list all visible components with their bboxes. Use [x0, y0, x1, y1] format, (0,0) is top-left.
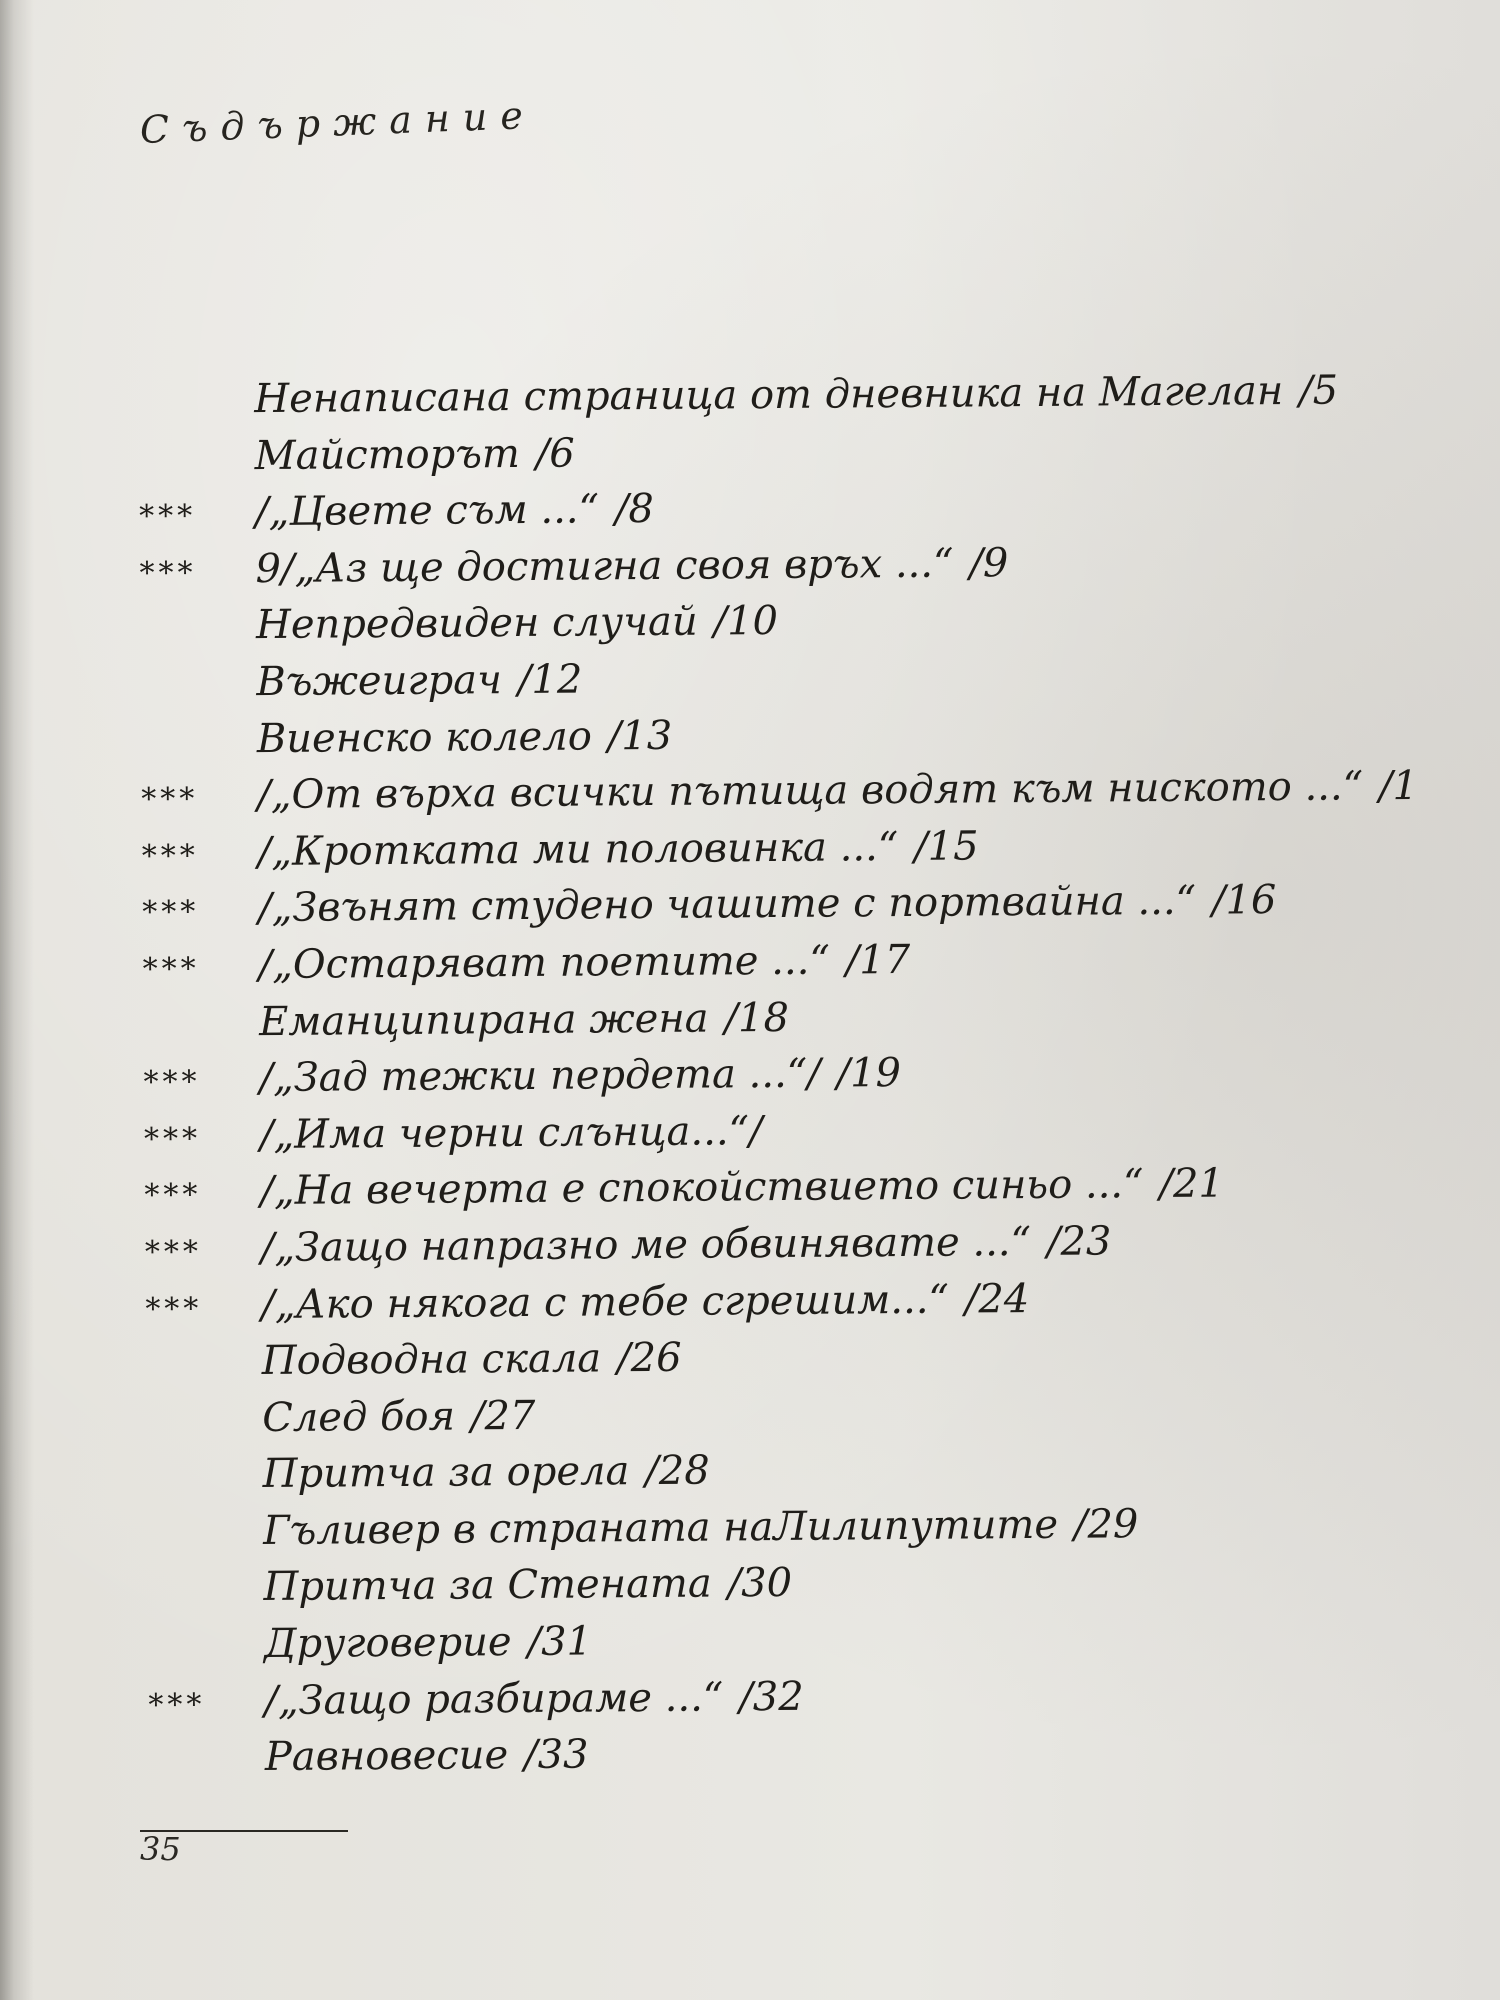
toc-entry-title: /„На вечерта е спокойствието синьо ...“ — [260, 1161, 1144, 1215]
page-number: 35 — [140, 1830, 181, 1868]
toc-entry-mark: *** — [141, 781, 199, 818]
toc-entry-page: /29 — [1073, 1501, 1139, 1548]
toc-entry-title: /„Защо разбираме ...“ — [264, 1674, 724, 1724]
toc-entry — [140, 645, 1417, 712]
toc-entry-page: /15 — [914, 823, 979, 870]
toc-entry-page: /16 — [1211, 877, 1277, 924]
toc-entry-page: /13 — [607, 712, 673, 759]
toc-entry-page: /18 — [724, 994, 790, 1041]
toc-entry — [145, 1267, 1422, 1334]
toc-entry-page: /8 — [614, 486, 655, 533]
toc-entry-title: Непредвиден случай — [255, 598, 698, 649]
toc-entry-page: /12 — [517, 656, 583, 703]
toc-entry-page: /33 — [523, 1731, 589, 1779]
toc-entry-page: /9 — [969, 539, 1009, 587]
toc-entry-title: /„Звънят студено чашите с портвайна ...“ — [258, 878, 1197, 932]
toc-entry-title: /„Ако някога с тебе сгрешим...“ — [261, 1276, 950, 1328]
toc-entry-title: Друговерие — [263, 1619, 512, 1668]
toc-entry — [138, 419, 1415, 486]
toc-entry-mark — [148, 1657, 264, 1658]
toc-entry-mark: *** — [143, 1064, 201, 1101]
toc-entry-mark — [141, 695, 257, 696]
toc-entry — [145, 1211, 1422, 1278]
toc-entry-mark: *** — [141, 838, 199, 874]
toc-entry-mark — [147, 1544, 263, 1545]
toc-entry-page: /17 — [845, 936, 911, 984]
toc-entry — [146, 1381, 1423, 1448]
toc-entry — [143, 984, 1420, 1051]
toc-entry-mark: *** — [144, 1234, 203, 1270]
table-of-contents — [138, 362, 1426, 1787]
toc-entry — [148, 1664, 1425, 1731]
toc-entry — [140, 588, 1417, 655]
toc-entry-page: /6 — [535, 430, 575, 477]
toc-entry — [147, 1494, 1424, 1561]
toc-entry-page: /31 — [527, 1618, 593, 1666]
toc-entry-title: /„Защо напразно ме обвинявате ...“ — [260, 1218, 1032, 1271]
toc-entry-title: Виенско колело — [256, 713, 592, 762]
toc-entry — [141, 702, 1418, 769]
toc-entry-page: /24 — [964, 1275, 1030, 1323]
toc-entry-mark — [141, 752, 257, 753]
toc-entry — [147, 1550, 1424, 1617]
toc-entry-title: Гъливер в страната наЛилипутите — [262, 1501, 1059, 1554]
toc-entry-mark — [138, 412, 254, 413]
toc-entry-page: /21 — [1159, 1160, 1225, 1208]
toc-entry-page: /23 — [1046, 1218, 1112, 1265]
toc-entry-page: /26 — [616, 1334, 682, 1382]
page-title: Съдържание — [139, 92, 537, 152]
toc-entry-title: Притча за орела — [262, 1448, 630, 1498]
toc-entry-page: /30 — [727, 1560, 793, 1607]
toc-entry — [146, 1437, 1423, 1504]
toc-entry — [144, 1098, 1421, 1165]
toc-entry-title: Въжеиграч — [256, 657, 503, 706]
toc-entry-title: /„Остаряват поетите ...“ — [258, 937, 830, 989]
toc-entry-mark — [146, 1431, 262, 1432]
toc-entry-mark: *** — [143, 1121, 202, 1157]
toc-entry-mark: *** — [139, 555, 197, 591]
toc-entry-page: /10 — [713, 598, 779, 645]
toc-entry-title: След боя — [262, 1393, 456, 1441]
toc-entry — [142, 815, 1419, 882]
toc-entry-title: /„Кротката ми половинка ...“ — [257, 823, 899, 875]
toc-entry-page: /28 — [645, 1447, 710, 1495]
toc-entry-title: Равновесие — [264, 1732, 509, 1781]
toc-entry-mark — [146, 1374, 262, 1375]
toc-entry-mark: *** — [145, 1291, 203, 1327]
toc-entry-mark — [149, 1770, 265, 1771]
toc-entry-mark: *** — [144, 1177, 202, 1214]
toc-entry-page: /19 — [836, 1050, 902, 1097]
toc-entry — [142, 871, 1419, 938]
toc-entry — [144, 1154, 1421, 1221]
toc-entry-title: /„Цвете съм ...“ — [254, 486, 600, 536]
toc-entry-page: /1 — [1378, 763, 1419, 810]
toc-entry-title: Притча за Стената — [263, 1561, 712, 1611]
toc-entry-mark: *** — [138, 498, 197, 535]
toc-entry-title: /„Зад тежки пердета ...“/ — [259, 1050, 821, 1102]
toc-entry-mark: *** — [142, 951, 200, 987]
toc-entry-mark — [139, 469, 255, 470]
toc-entry-title: /„Има черни слънца...“/ — [259, 1107, 763, 1158]
toc-entry-mark — [140, 638, 256, 639]
toc-entry-page: /32 — [739, 1673, 804, 1720]
toc-entry-mark — [148, 1601, 264, 1602]
toc-entry — [146, 1324, 1423, 1391]
toc-entry-mark — [143, 1035, 259, 1036]
toc-entry-title: Еманципирана жена — [258, 995, 709, 1045]
toc-entry-mark: *** — [148, 1687, 206, 1723]
toc-entry-title: Ненаписана страница от дневника на Магелан — [254, 368, 1284, 423]
toc-entry — [149, 1720, 1426, 1787]
toc-entry-title: 9/„Аз ще достигна своя връх ...“ — [255, 540, 954, 592]
toc-entry — [142, 928, 1419, 995]
toc-entry-title: Майсторът — [254, 430, 521, 479]
toc-entry-mark: *** — [142, 894, 200, 931]
toc-entry-title: /„От върха всички пътища водят към ниското ...“ — [257, 763, 1364, 819]
toc-entry-title: Подводна скала — [261, 1335, 602, 1385]
toc-entry — [141, 758, 1418, 825]
toc-entry — [143, 1041, 1420, 1108]
toc-entry — [139, 475, 1416, 542]
toc-entry — [139, 532, 1416, 599]
toc-entry-mark — [147, 1487, 263, 1488]
toc-entry-page: /5 — [1299, 367, 1339, 414]
toc-entry-page: /27 — [470, 1392, 536, 1440]
toc-entry — [148, 1607, 1425, 1674]
toc-entry — [138, 362, 1415, 429]
